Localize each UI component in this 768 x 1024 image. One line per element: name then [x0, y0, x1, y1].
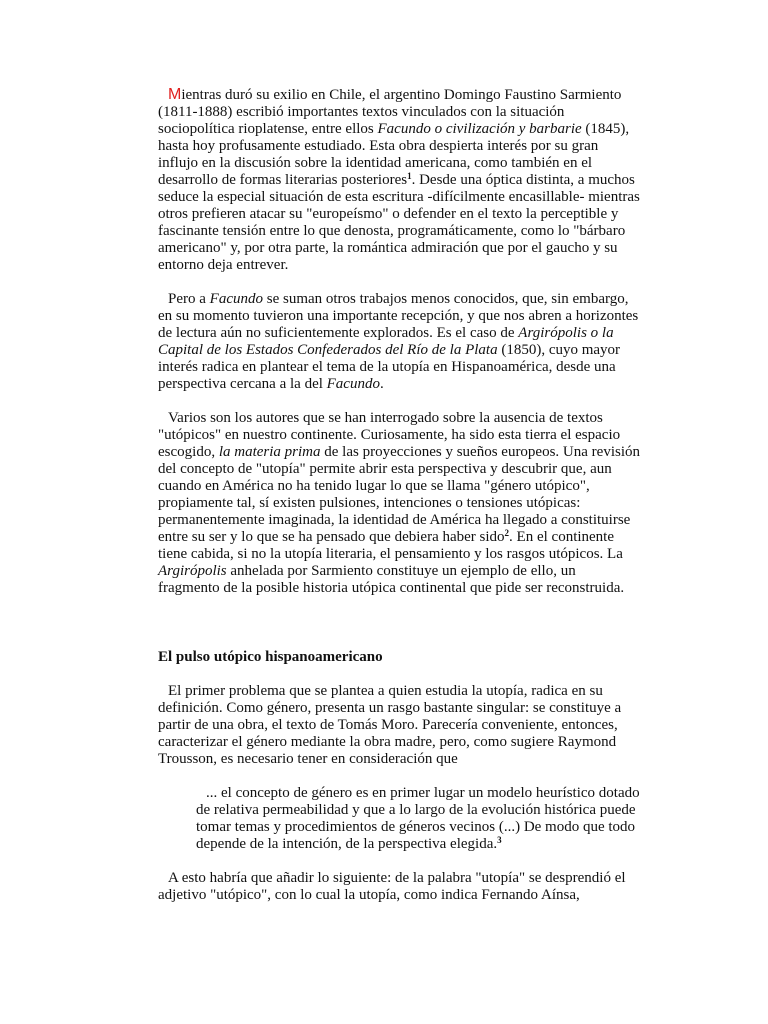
- paragraph-1-text-a: ientras duró su exilio en Chile, el argentino Domingo Faustino Sarmiento (1811-1888) escribió importantes textos vinculados con la situación sociopolítica rioplatense, entre ellos: [158, 87, 622, 137]
- paragraph-3-text-d: anhelada por Sarmiento constituye un ejemplo de ello, un fragmento de la posible historia utópica continental que pide ser reconstruida.: [158, 563, 625, 596]
- emphasis-materia-prima: la materia prima: [218, 444, 321, 460]
- footnote-marker-1[interactable]: 1: [407, 171, 412, 181]
- paragraph-3-text-a: Varios son los autores que se han interrogado sobre la ausencia de textos "utópicos" en nuestro continente. Curiosamente, ha sido esta tierra el espacio escogido,: [158, 410, 621, 460]
- paragraph-2-text-c: (1850), cuyo mayor interés radica en plantear el tema de la utopía en Hispanoamérica, desde una perspectiva cercana a la del: [158, 342, 621, 392]
- block-quote-text: ... el concepto de género es en primer lugar un modelo heurístico dotado de relativa permeabilidad y que a lo largo de la evolución histórica puede tomar temas y procedimientos de géneros vecinos (...) De modo que todo depende de la intención, de la perspectiva elegida.: [196, 785, 640, 852]
- paragraph-1-text-b: (1845), hasta hoy profusamente estudiado. Esta obra despierta interés por su gran influjo en la discusión sobre la identidad americana, como también en el desarrollo de formas literarias posteriores: [158, 121, 630, 188]
- paragraph-4: [158, 683, 640, 768]
- paragraph-2: [158, 291, 640, 393]
- book-title-facundo-3: Facundo: [326, 376, 380, 392]
- paragraph-5: [158, 870, 640, 904]
- document-body: [158, 86, 640, 921]
- footnote-marker-3[interactable]: 3: [497, 835, 502, 845]
- book-title-facundo-2: Facundo: [209, 291, 263, 307]
- paragraph-3-text-b: de las proyecciones y sueños europeos. Una revisión del concepto de "utopía" permite abrir esta perspectiva y descubrir que, aun cuando en América no ha tenido lugar lo que se llama "género utópico", propiamente tal, sí existen pulsiones, intenciones o tensiones utópicas: permanentemente imaginada, la identidad de América ha llegado a constituirse entre su ser y lo que se ha pensado que debiera haber sido: [158, 444, 640, 545]
- paragraph-2-text-d: .: [379, 376, 384, 392]
- paragraph-2-text-b: se suman otros trabajos menos conocidos, que, sin embargo, en su momento tuvieron una importante recepción, y que nos abren a horizontes de lectura aún no suficientemente explorados. Es el caso de: [158, 291, 639, 341]
- paragraph-2-text-a: Pero a: [168, 291, 210, 307]
- book-title-facundo: Facundo o civilización y barbarie: [377, 121, 582, 137]
- paragraph-1-text-c: . Desde una óptica distinta, a muchos seduce la especial situación de esta escritura -difícilmente encasillable- mientras otros prefieren atacar su "europeísmo" o defender en el texto la perceptible y fascinante tensión entre lo que denosta, programáticamente, como lo "bárbaro americano" y, por otra parte, la romántica admiración que por el gaucho y su entorno deja entrever.: [158, 172, 640, 273]
- paragraph-3: [158, 410, 640, 597]
- drop-cap-letter: M: [168, 86, 182, 103]
- footnote-marker-2[interactable]: 2: [504, 528, 510, 538]
- paragraph-1: [158, 86, 640, 274]
- section-heading: El pulso utópico hispanoamericano: [158, 649, 383, 665]
- paragraph-4-text: El primer problema que se plantea a quien estudia la utopía, radica en su definición. Como género, presenta un rasgo bastante singular: se constituye a partir de una obra, el texto de Tomás Moro. Parecería conveniente, entonces, caracterizar el género mediante la obra madre, pero, como sugiere Raymond Trousson, es necesario tener en consideración que: [158, 683, 622, 767]
- paragraph-3-text-c: . En el continente tiene cabida, si no la utopía literaria, el pensamiento y los rasgos utópicos. La: [158, 529, 623, 562]
- book-title-argiropolis-2: Argirópolis: [158, 563, 227, 579]
- paragraph-5-text: A esto habría que añadir lo siguiente: de la palabra "utopía" se desprendió el adjetivo "utópico", con lo cual la utopía, como indica Fernando Aínsa,: [158, 870, 626, 903]
- block-quote: [196, 785, 640, 853]
- book-title-argiropolis: Argirópolis o la Capital de los Estados Confederados del Río de la Plata: [158, 325, 614, 358]
